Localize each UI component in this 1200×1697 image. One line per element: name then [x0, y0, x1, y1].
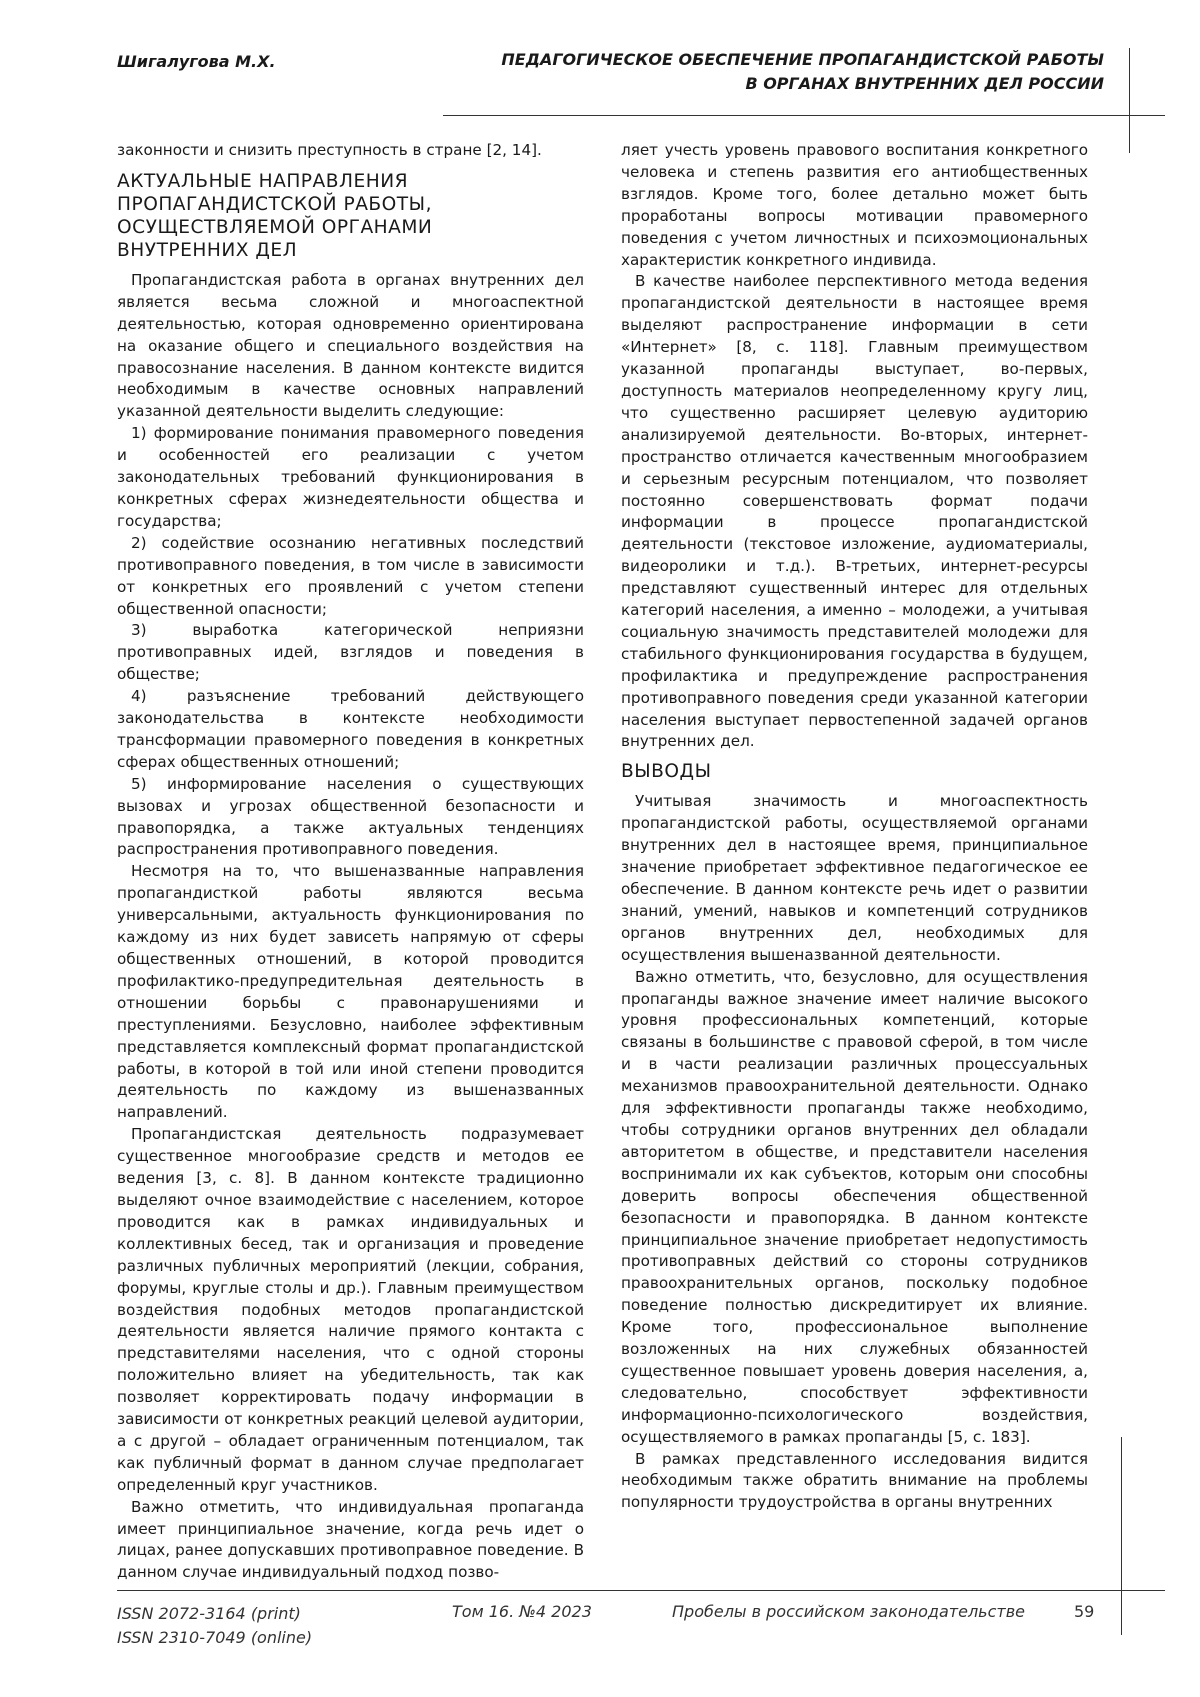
list-item: 1) формирование понимания правомерного поведения и особенностей его реализации с учетом законодательных требований функционирования в конкретных сферах жизнедеятельности общества и государства; [117, 424, 584, 530]
header-author: Шигалугова М.Х. [117, 52, 276, 71]
header-divider [443, 115, 1165, 116]
heading-line: ПРОПАГАНДИСТСКОЙ РАБОТЫ, [117, 193, 432, 215]
footer-journal: Пробелы в российском законодательстве [672, 1602, 1025, 1621]
right-column [621, 140, 1088, 1514]
list-item: 4) разъяснение требований действующего законодательства в контексте необходимости трансформации правомерного поведения в конкретных сферах общественных отношений; [117, 687, 584, 771]
heading-line: ВНУТРЕННИХ ДЕЛ [117, 239, 298, 261]
list-item: 2) содействие осознанию негативных последствий противоправного поведения, в том числе в зависимости от конкретных его проявлений с учетом степени общественной опасности; [117, 533, 584, 618]
section-heading-directions [117, 170, 584, 262]
issn-print: ISSN 2072-3164 (print) [117, 1604, 301, 1623]
paragraph: ляет учесть уровень правового воспитания конкретного человека и степень развития его антиобщественных взглядов. Кроме того, более детально может быть проработаны вопросы мотивации правомерного поведения с учетом личностных и психоэмоциональных характеристик конкретного индивида. [621, 141, 1088, 269]
paragraph: В качестве наиболее перспективного метода ведения пропагандистской деятельности в настоящее время выделяют распространение информации в сети «Интернет» [8, с. 118]. Главным преимуществом указанной пропаганды выступает, во-первых, доступность материалов неопределенному кругу лиц, что существенно расширяет целевую аудиторию анализируемой деятельности. Во-вторых, интернет-пространство отличается качественным многообразием и серьезным ресурсным потенциалом, что позволяет постоянно совершенствовать формат подачи информации в процессе пропагандистской деятельности (текстовое изложение, аудиоматериалы, видеоролики и т.д.). В-третьих, интернет-ресурсы представляют существенный интерес для отдельных категорий населения, а именно – молодежи, а учитывая социальную значимость представителей молодежи для стабильного функционирования государства в будущем, профилактика и предупреждение распространения противоправного поведения среди указанной категории населения выступает первостепенной задачей органов внутренних дел. [621, 272, 1088, 751]
header-title [384, 48, 1104, 96]
list-item: 3) выработка категорической неприязни противоправных идей, взглядов и поведения в обществе; [117, 621, 584, 684]
heading-line: ОСУЩЕСТВЛЯЕМОЙ ОРГАНАМИ [117, 216, 433, 238]
header-title-line-2: В ОРГАНАХ ВНУТРЕННИХ ДЕЛ РОССИИ [745, 74, 1104, 93]
list-item: 5) информирование населения о существующих вызовах и угрозах общественной безопасности и правопорядка, а также актуальных тенденциях распространения противоправного поведения. [117, 774, 584, 859]
footer-divider [117, 1590, 1165, 1591]
paragraph: Важно отметить, что, безусловно, для осуществления пропаганды важное значение имеет наличие высокого уровня профессиональных компетенций, которые связаны в большинстве с правовой сферой, в том числе и в части реализации различных процессуальных механизмов правоохранительной деятельности. Однако для эффективности пропаганды также необходимо, чтобы сотрудники органов внутренних дел обладали авторитетом в обществе, и представители населения воспринимали их как субъектов, которым они способны доверить вопросы обеспечения общественной безопасности и правопорядка. В данном контексте принципиальное значение приобретает недопустимость противоправных действий со стороны сотрудников правоохранительных органов, поскольку подобное поведение полностью дискредитирует их влияние. Кроме того, профессиональное выполнение возложенных на них служебных обязанностей существенное повышает уровень доверия населения, а, следовательно, способствует эффективности информационно-психологического воздействия, осуществляемого в рамках пропаганды [5, с. 183]. [621, 967, 1088, 1446]
footer-vertical-rule [1121, 1437, 1122, 1635]
paragraph: В рамках представленного исследования видится необходимым также обратить внимание на проблемы популярности трудоустройства в органы внутренних [621, 1449, 1088, 1512]
header-title-line-1: ПЕДАГОГИЧЕСКОЕ ОБЕСПЕЧЕНИЕ ПРОПАГАНДИСТСКОЙ РАБОТЫ [501, 50, 1104, 69]
footer-issn [117, 1602, 312, 1650]
paragraph: законности и снизить преступность в стране [2, 14]. [117, 141, 542, 159]
header-vertical-rule [1129, 48, 1130, 153]
heading-line: АКТУАЛЬНЫЕ НАПРАВЛЕНИЯ [117, 170, 409, 192]
footer-volume: Том 16. №4 2023 [452, 1602, 592, 1621]
paragraph: Важно отметить, что индивидуальная пропаганда имеет принципиальное значение, когда речь идет о лицах, ранее допускавших противоправное поведение. В данном случае индивидуальный подход позво- [117, 1497, 584, 1582]
paragraph: Пропагандистская работа в органах внутренних дел является весьма сложной и многоаспектной деятельностью, которая одновременно ориентирована на оказание общего и специального воздействия на правосознание населения. В данном контексте видится необходимым в качестве основных направлений указанной деятельности выделить следующие: [117, 270, 584, 421]
left-column [117, 140, 584, 1584]
page-number: 59 [1074, 1602, 1095, 1621]
section-heading-conclusions: ВЫВОДЫ [621, 761, 712, 783]
paragraph: Пропагандистская деятельность подразумевает существенное многообразие средств и методов ее ведения [3, с. 8]. В данном контексте традиционно выделяют очное взаимодействие с населением, которое проводится как в рамках индивидуальных и коллективных бесед, так и организация и проведение различных публичных мероприятий (лекции, собрания, форумы, круглые столы и др.). Главным преимуществом воздействия подобных методов пропагандистской деятельности является наличие прямого контакта с представителями населения, что с одной стороны положительно влияет на убедительность, так как позволяет корректировать подачу информации в зависимости от конкретных реакций целевой аудитории, а с другой – обладает ограниченным потенциалом, так как публичный формат в данном случае предполагает определенный круг участников. [117, 1125, 584, 1494]
issn-online: ISSN 2310-7049 (online) [117, 1628, 313, 1647]
paragraph: Несмотря на то, что вышеназванные направления пропагандисткой работы являются весьма универсальными, актуальность функционирования по каждому из них будет зависеть напрямую от сферы общественных отношений, в которой проводится профилактико-предупредительная деятельность в отношении борьбы с правонарушениями и преступлениями. Безусловно, наиболее эффективным представляется комплексный формат пропагандистской работы, в которой в той или иной степени проводится деятельность по каждому из вышеназванных направлений. [117, 862, 584, 1122]
paragraph: Учитывая значимость и многоаспектность пропагандистской работы, осуществляемой органами внутренних дел в настоящее время, принципиальное значение приобретает эффективное педагогическое ее обеспечение. В данном контексте речь идет о развитии знаний, умений, навыков и компетенций сотрудников органов внутренних дел, необходимых для осуществления вышеназванной деятельности. [621, 792, 1088, 964]
